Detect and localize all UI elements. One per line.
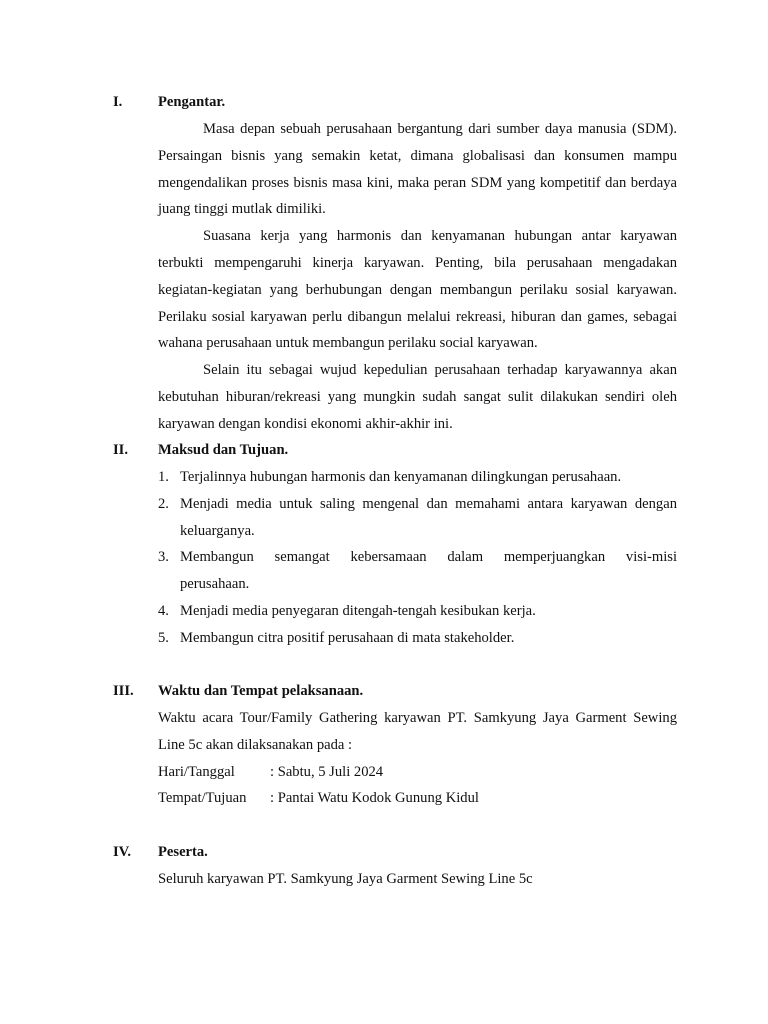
section-number: III.	[113, 683, 134, 699]
section-number: II.	[113, 442, 129, 458]
objectives-list	[158, 464, 677, 652]
detail-row-date	[158, 759, 677, 786]
list-item-number: 4.	[158, 602, 169, 619]
section-peserta	[113, 839, 677, 893]
list-item-number: 3.	[158, 549, 169, 566]
section-number: IV.	[113, 844, 131, 860]
section-title: Pengantar.	[158, 94, 226, 110]
list-item-text-continued: perusahaan.	[180, 576, 250, 593]
list-item-text: Menjadi media penyegaran ditengah-tengah kesibukan kerja.	[180, 602, 536, 619]
detail-label: Hari/Tanggal	[158, 763, 235, 780]
list-item-text: Menjadi media untuk saling mengenal dan memahami antara karyawan dengan keluarganya.	[180, 495, 677, 539]
section-body	[158, 839, 677, 893]
list-item-text: Terjalinnya hubungan harmonis dan kenyamanan dilingkungan perusahaan.	[180, 469, 622, 485]
section-body	[158, 678, 677, 812]
paragraph: Seluruh karyawan PT. Samkyung Jaya Garment Sewing Line 5c	[158, 871, 533, 887]
section-number: I.	[113, 94, 123, 110]
section-maksud-tujuan	[113, 437, 677, 652]
detail-row-location	[158, 785, 677, 812]
list-item-text: Membangun citra positif perusahaan di mata stakeholder.	[180, 629, 515, 646]
list-item-number: 5.	[158, 629, 169, 646]
paragraph: Suasana kerja yang harmonis dan kenyamanan hubungan antar karyawan terbukti mempengaruhi kinerja karyawan. Penting, bila perusahaan mengadakan kegiatan-kegiatan yang berhubungan dengan membangun perilaku sosial karyawan. Perilaku sosial karyawan perlu dibangun melalui rekreasi, hiburan dan games, sebagai wahana perusahaan untuk membangun perilaku social karyawan.	[158, 228, 677, 352]
list-item-number: 2.	[158, 495, 169, 512]
list-item	[158, 544, 677, 598]
section-body	[158, 89, 677, 438]
list-item-text: Membangun semangat kebersamaan dalam memperjuangkan visi-misi	[180, 549, 677, 566]
list-item	[158, 464, 677, 491]
list-item	[158, 625, 677, 652]
paragraph: Masa depan sebuah perusahaan bergantung dari sumber daya manusia (SDM). Persaingan bisnis yang semakin ketat, dimana globalisasi dan konsumen mampu mengendalikan proses bisnis masa kini, maka peran SDM yang kompetitif dan berdaya juang tinggi mutlak dimiliki.	[158, 121, 677, 218]
section-title: Maksud dan Tujuan.	[158, 442, 289, 458]
section-body	[158, 437, 677, 652]
paragraph: Selain itu sebagai wujud kepedulian perusahaan terhadap karyawannya akan kebutuhan hiburan/rekreasi yang mungkin sudah sangat sulit dilakukan sendiri oleh karyawan dengan kondisi ekonomi akhir-akhir ini.	[158, 362, 677, 432]
section-pengantar	[113, 89, 677, 438]
detail-value: : Pantai Watu Kodok Gunung Kidul	[270, 790, 479, 807]
section-title: Peserta.	[158, 844, 208, 860]
section-waktu-tempat	[113, 678, 677, 812]
list-item	[158, 598, 677, 625]
detail-value: : Sabtu, 5 Juli 2024	[270, 763, 384, 780]
list-item-number: 1.	[158, 469, 169, 485]
list-item	[158, 491, 677, 545]
detail-label: Tempat/Tujuan	[158, 790, 247, 807]
paragraph: Waktu acara Tour/Family Gathering karyawan PT. Samkyung Jaya Garment Sewing Line 5c akan dilaksanakan pada :	[158, 710, 677, 753]
section-title: Waktu dan Tempat pelaksanaan.	[158, 683, 364, 699]
